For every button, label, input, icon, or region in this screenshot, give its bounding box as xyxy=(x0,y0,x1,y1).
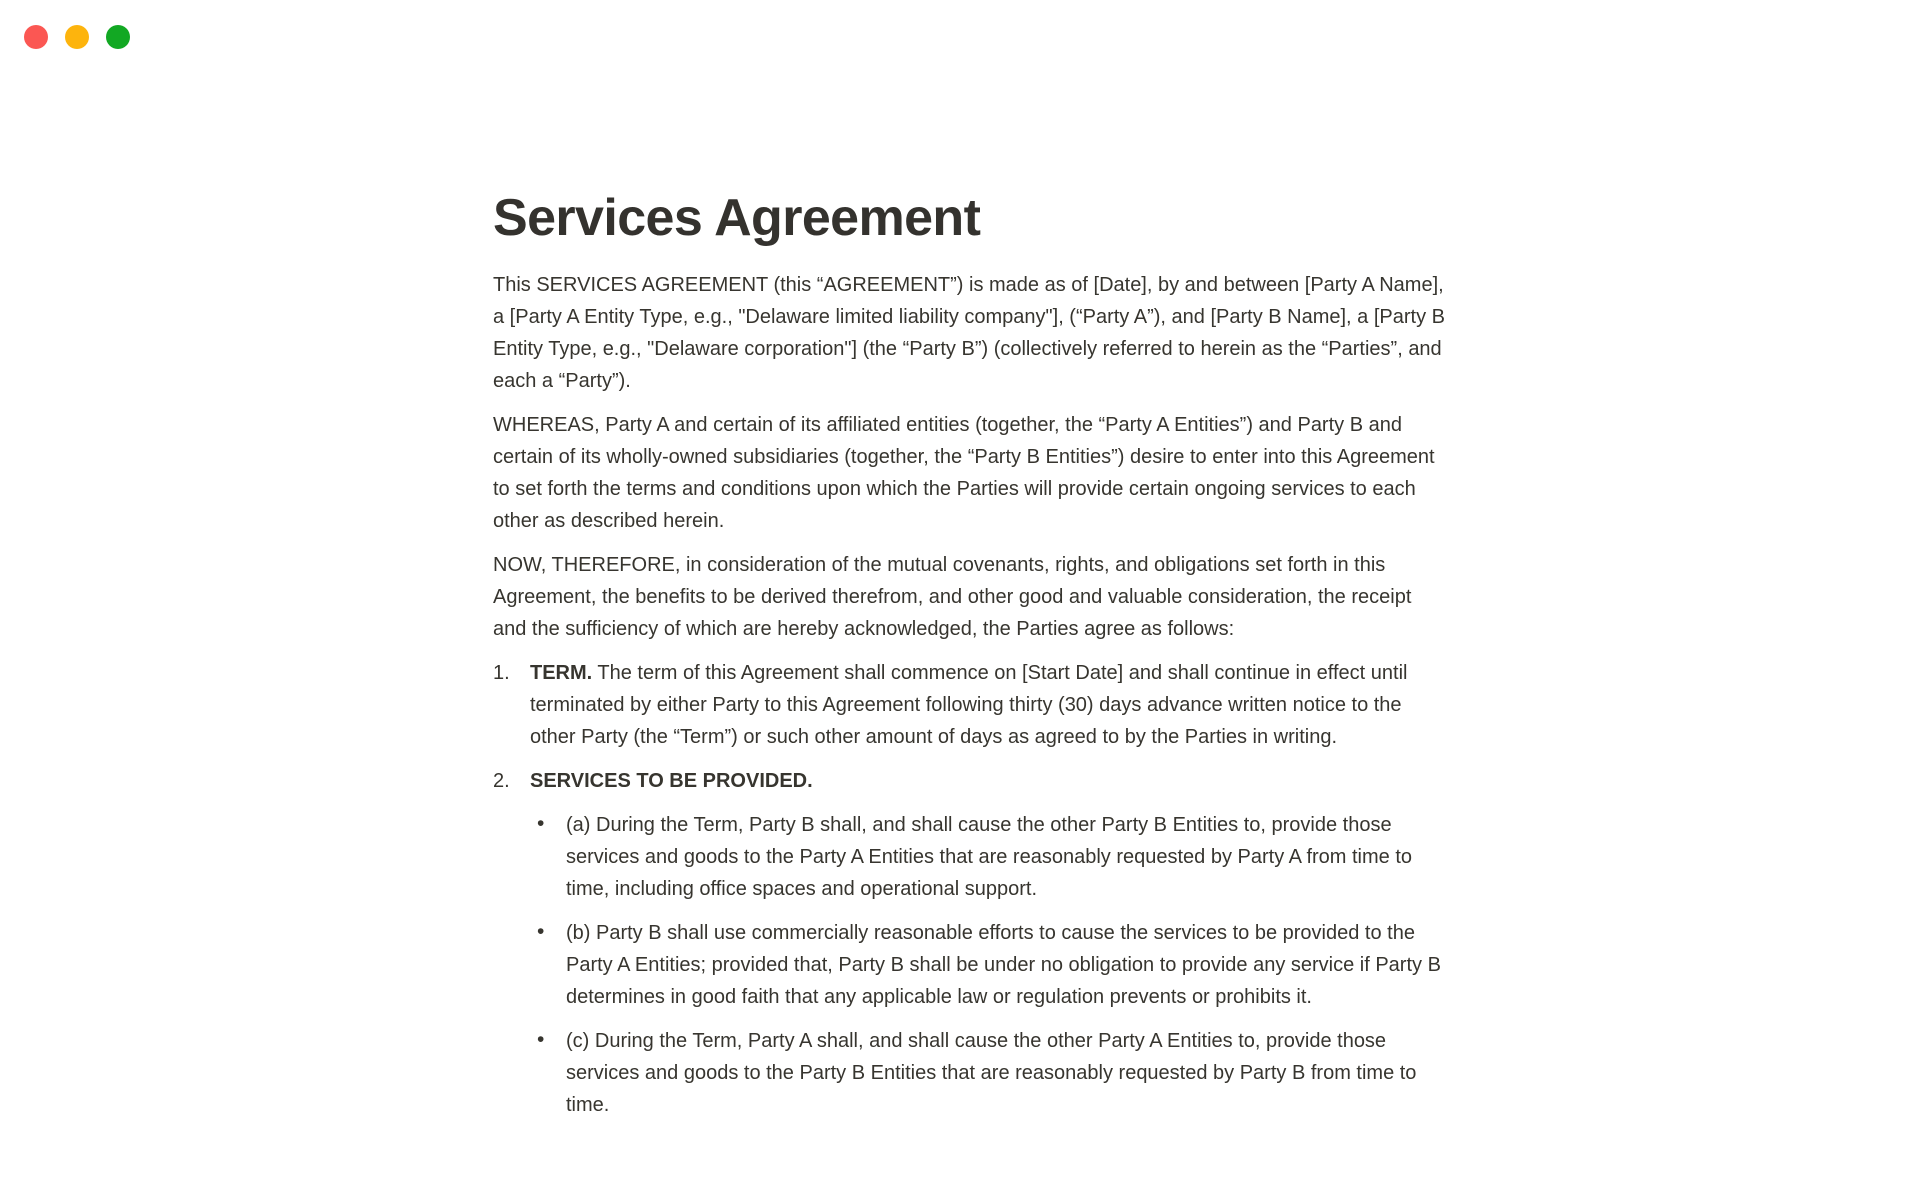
list-number: 2. xyxy=(493,770,510,792)
paragraph-whereas: WHEREAS, Party A and certain of its affiliated entities (together, the “Party A Entities”) and Party B and certain of its wholly-owned subsidiaries (together, the “Party B Entities”) desire to enter into this Agreement to set forth the terms and conditions upon which the Parties will provide certain ongoing services to each other as described herein. xyxy=(493,414,1435,532)
paragraph-now-therefore: NOW, THEREFORE, in consideration of the mutual covenants, rights, and obligations set forth in this Agreement, the benefits to be derived therefrom, and other good and valuable consideration, the receipt and the sufficiency of which are hereby acknowledged, the Parties agree as follows: xyxy=(493,554,1412,640)
bullet-text-c: (c) During the Term, Party A shall, and shall cause the other Party A Entities to, provide those services and goods to the Party B Entities that are reasonably requested by Party B from time to time. xyxy=(566,1030,1417,1116)
bullet-text-a: (a) During the Term, Party B shall, and shall cause the other Party B Entities to, provide those services and goods to the Party A Entities that are reasonably requested by Party A from time to time, including office spaces and operational support. xyxy=(566,814,1413,900)
window-controls xyxy=(24,25,130,49)
item-text-term: The term of this Agreement shall commence on [Start Date] and shall continue in effect until terminated by either Party to this Agreement following thirty (30) days advance written notice to the other Party (the “Term”) or such other amount of days as agreed to by the Parties in writing. xyxy=(530,662,1408,748)
bullet-icon: • xyxy=(537,920,545,943)
page-title: Services Agreement xyxy=(493,189,981,247)
close-button[interactable] xyxy=(24,25,48,49)
services-bullet-list xyxy=(529,809,1446,1121)
bullet-icon: • xyxy=(537,812,545,835)
minimize-button[interactable] xyxy=(65,25,89,49)
paragraph-intro: This SERVICES AGREEMENT (this “AGREEMENT”) is made as of [Date], by and between [Party A Name], a [Party A Entity Type, e.g., "Delaware limited liability company"], (“Party A”), and [Party B Name], a [Party B Entity Type, e.g., "Delaware corporation"] (the “Party B”) (collectively referred to herein as the “Parties”, and each a “Party”). xyxy=(493,274,1445,392)
bullet-text-b: (b) Party B shall use commercially reasonable efforts to cause the services to be provided to the Party A Entities; provided that, Party B shall be under no obligation to provide any service if Party B determines in good faith that any applicable law or regulation prevents or prohibits it. xyxy=(566,922,1441,1008)
item-lead-services: SERVICES TO BE PROVIDED. xyxy=(530,770,813,792)
bullet-icon: • xyxy=(537,1028,545,1051)
zoom-button[interactable] xyxy=(106,25,130,49)
bullet-item-c xyxy=(529,1025,1446,1121)
bullet-item-a xyxy=(529,809,1446,905)
numbered-list-item-term xyxy=(493,657,1446,753)
list-number: 1. xyxy=(493,662,510,684)
item-lead-term: TERM. xyxy=(530,662,593,684)
document-page xyxy=(493,0,1446,1133)
numbered-list-item-services xyxy=(493,765,1446,797)
bullet-item-b xyxy=(529,917,1446,1013)
